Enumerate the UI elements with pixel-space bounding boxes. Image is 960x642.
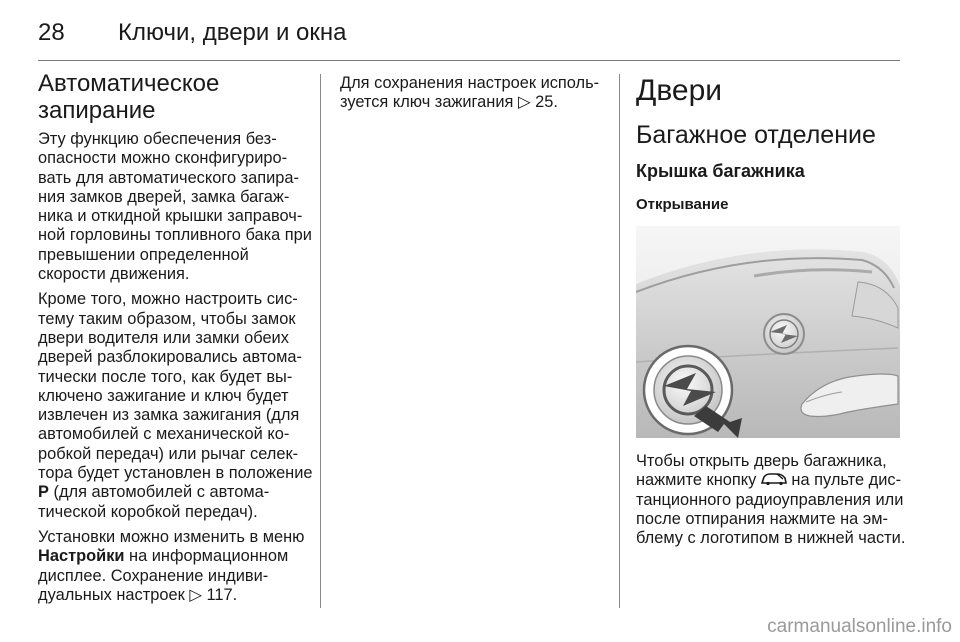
page-number: 28 xyxy=(38,19,65,46)
section-heading-tailgate: Крышка багажника xyxy=(636,161,805,181)
column-divider-2 xyxy=(619,74,620,608)
chapter-title: Ключи, двери и окна xyxy=(118,19,347,46)
page-reference-link[interactable]: 117. xyxy=(206,585,238,604)
page-header xyxy=(38,16,918,50)
settings-menu-name: Настройки xyxy=(38,547,125,566)
header-rule xyxy=(38,60,900,61)
gear-position-p: P xyxy=(38,483,49,502)
ref-arrow-icon: ▷ xyxy=(189,585,202,604)
tailgate-button-icon xyxy=(761,472,787,486)
paragraph-key-settings: Для сохранения настроек используется ключ зажигания ▷ 25. xyxy=(340,74,600,112)
section-heading-luggage: Багажное отделение xyxy=(636,121,876,149)
paragraph-settings: Установки можно изменить в меню Настройки на информационном дисплее. Сохранение индивидуальных настроек ▷ 117. xyxy=(38,527,305,604)
column-middle xyxy=(340,74,602,119)
paragraph-auto-unlock: Кроме того, можно настроить систему таким образом, чтобы замок двери водителя или замки обеих дверей разблокировались автоматически после того, как будет выключено зажигание и ключ будет извлечен из замка зажигания (для автомобилей с механической коробкой передач) или рычаг селектора будет установлен в положение P (для автомобилей с автоматической коробкой передач). xyxy=(38,290,313,521)
section-heading-doors: Двери xyxy=(636,74,723,107)
section-heading-auto-lock: Автоматическое запирание xyxy=(38,70,220,124)
column-right xyxy=(636,74,906,554)
page-reference-link[interactable]: 25. xyxy=(535,93,558,112)
paragraph-open-tailgate: Чтобы открыть дверь багажника, нажмите кнопку на пульте дистанционного радиоуправления или после отпирания нажмите на эмблему с логотипом в нижней части. xyxy=(636,452,906,548)
ref-arrow-icon: ▷ xyxy=(517,93,531,112)
paragraph-auto-lock: Эту функцию обеспечения безопасности можно сконфигурировать для автоматического запирания замков дверей, замка багажника и откидной крышки заправочной горловины топливного бака при превышении определенной скорости движения. xyxy=(38,130,312,284)
tailgate-illustration xyxy=(636,226,900,438)
column-divider-1 xyxy=(320,74,321,608)
column-left xyxy=(38,70,314,611)
section-heading-opening: Открывание xyxy=(636,196,729,213)
watermark: carmanualsonline.info xyxy=(767,616,952,637)
